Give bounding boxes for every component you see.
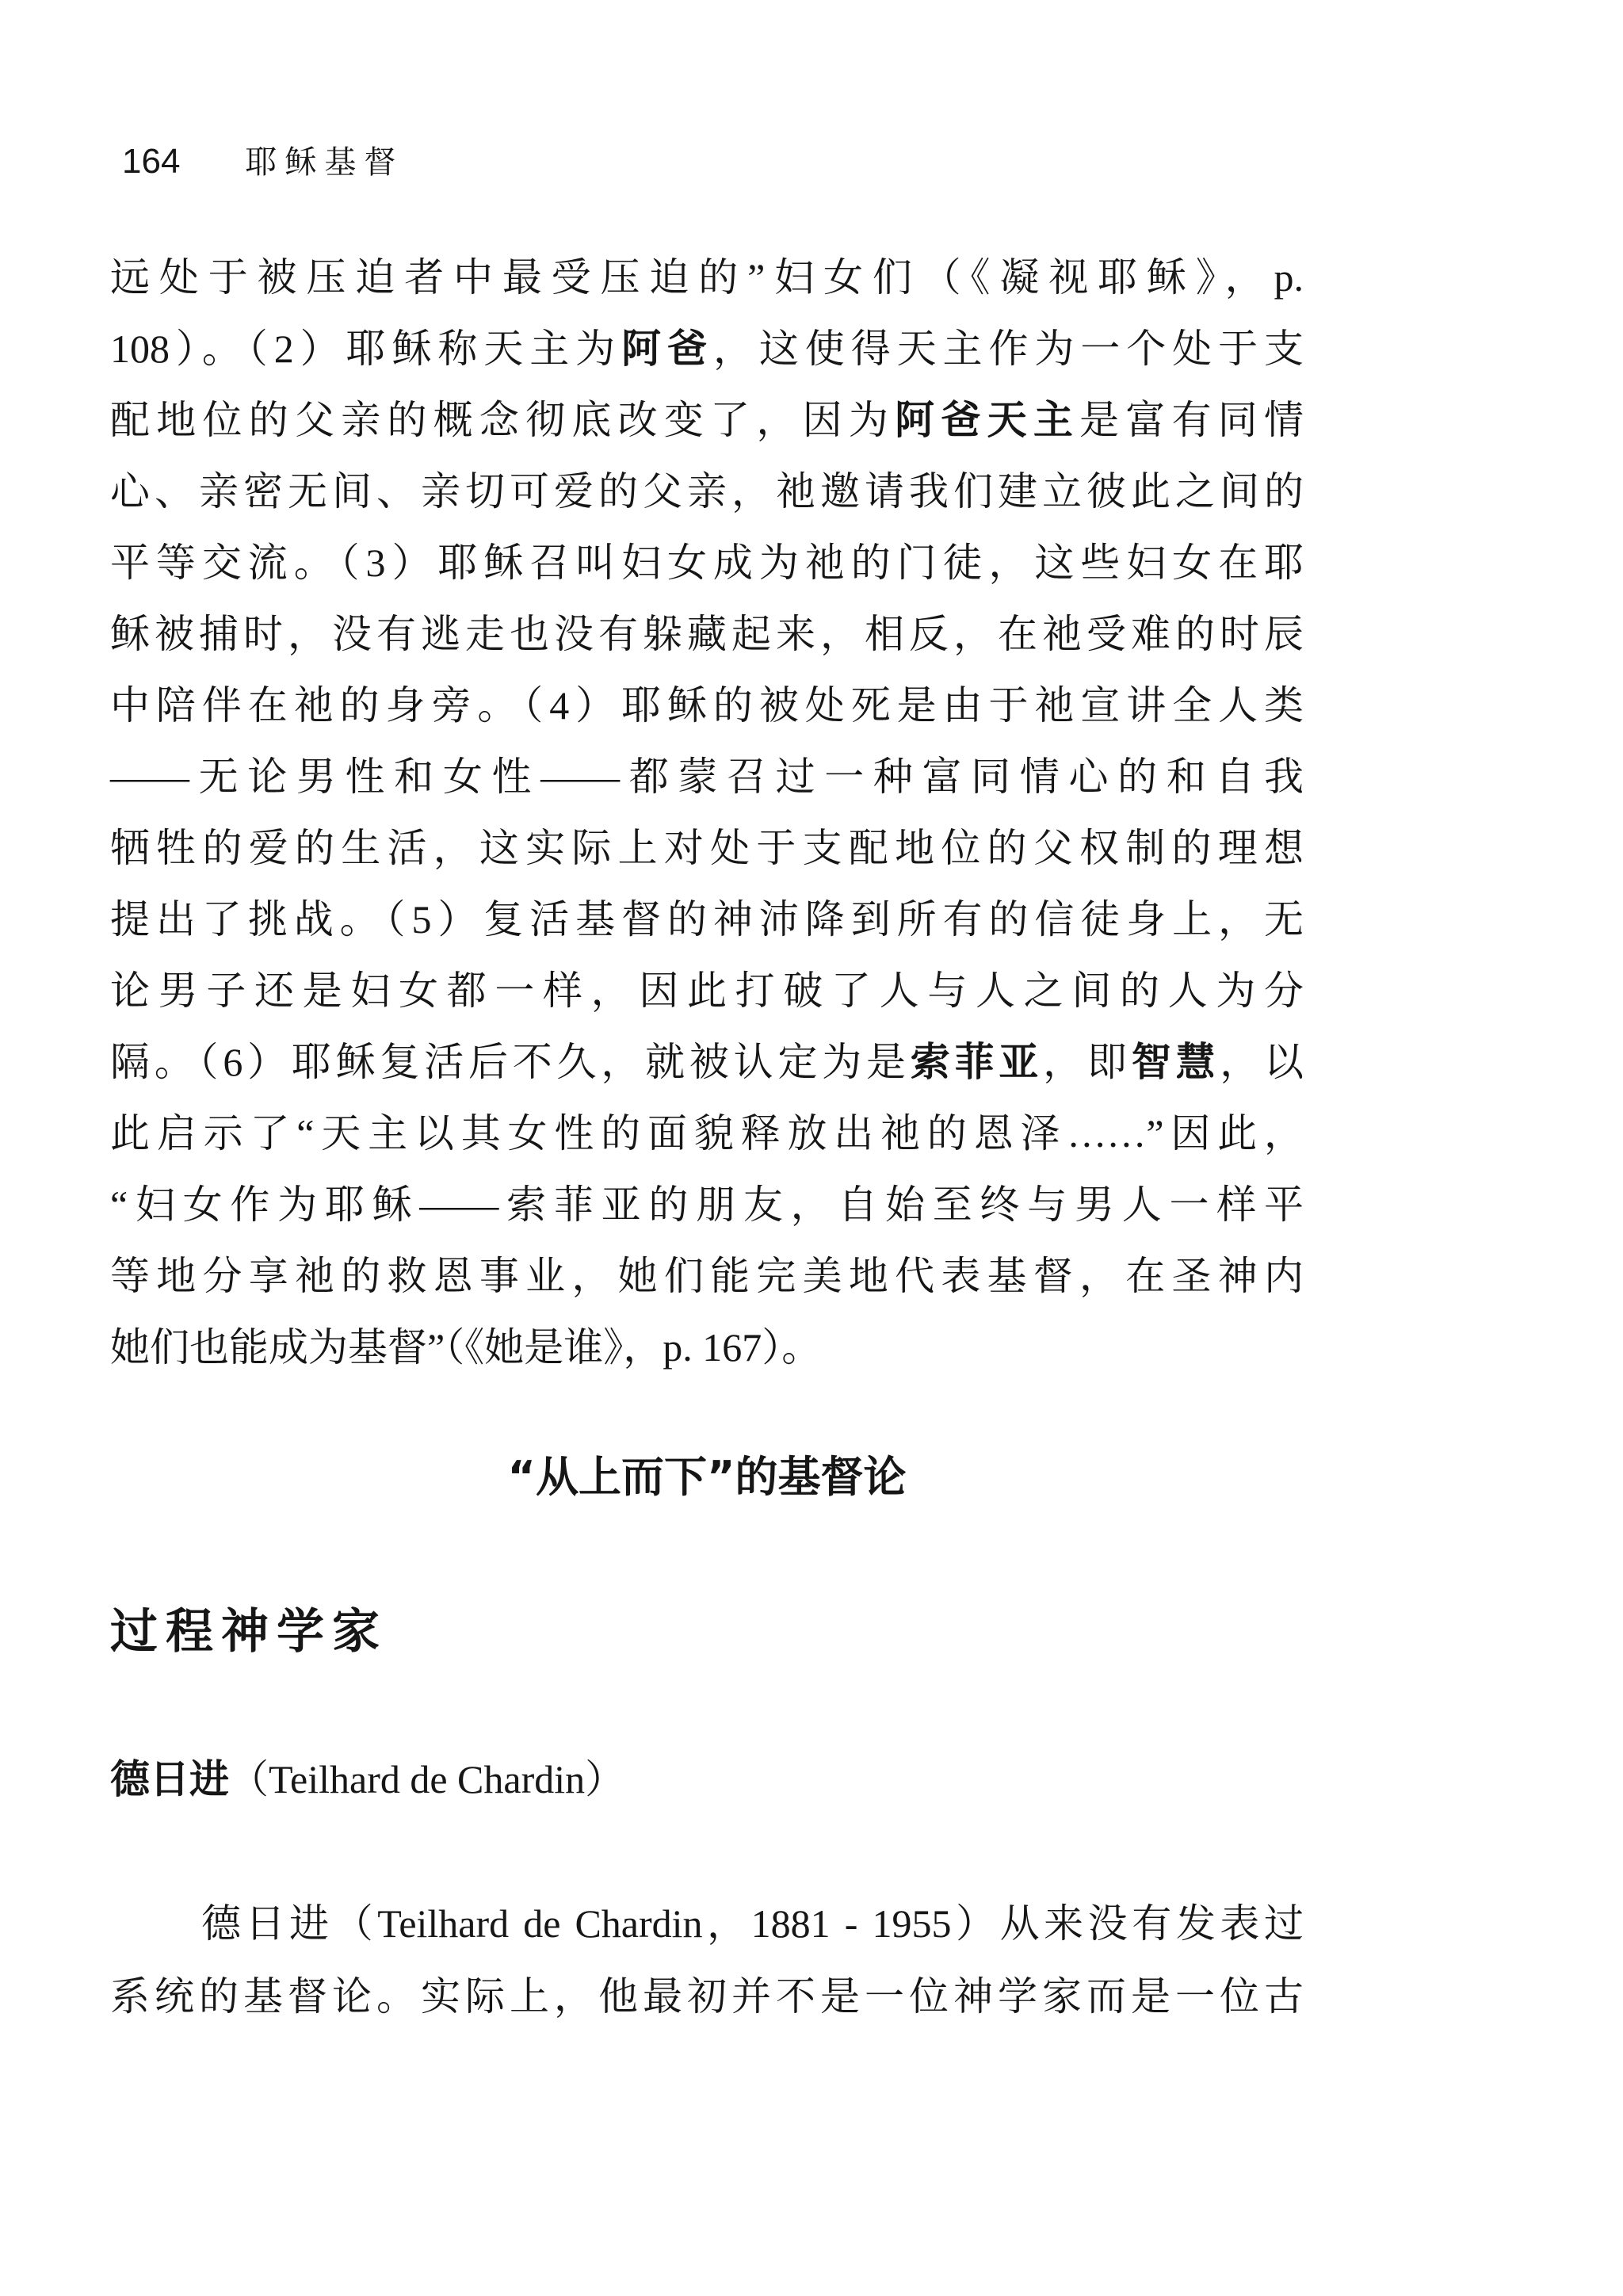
entry-heading: [110, 1748, 624, 1811]
text-run: 配地位的父亲的概念彻底改变了，因为: [110, 398, 896, 442]
text-line: “妇女作为耶稣——索菲亚的朋友，自始至终与男人一样平: [110, 1182, 1304, 1227]
text-line: 等地分享祂的救恩事业，她们能完美地代表基督，在圣神内: [110, 1254, 1304, 1298]
text-line: 牺牲的爱的生活，这实际上对处于支配地位的父权制的理想: [110, 826, 1304, 870]
section-heading: “从上而下”的基督论: [507, 1452, 907, 1502]
text-line: 她们也能成为基督”（《她是谁》，p. 167）。: [110, 1325, 822, 1370]
text-line: 论男子还是妇女都一样，因此打破了人与人之间的人为分: [110, 968, 1304, 1013]
subsection-heading: 过程神学家: [110, 1604, 388, 1660]
text-line: 德日进（Teilhard de Chardin，1881 - 1955）从来没有发表过: [201, 1901, 1304, 1946]
text-line: [110, 1026, 1304, 1098]
text-run: ，即: [1043, 1040, 1132, 1084]
running-title: 耶稣基督: [245, 144, 404, 180]
text-line: 远处于被压迫者中最受压迫的”妇女们（《凝视耶稣》，p.: [110, 255, 1304, 300]
entry-name-chinese: 德日进: [110, 1756, 229, 1802]
text-run: ，这使得天主作为一个处于支: [712, 327, 1304, 371]
page-number: 164: [122, 142, 181, 181]
text-line: [110, 313, 1304, 384]
entry-paragraph: [110, 1887, 1304, 2033]
text-line: ——无论男性和女性——都蒙召过一种富同情心的和自我: [110, 755, 1304, 799]
text-line: 平等交流。（3）耶稣召叫妇女成为祂的门徒，这些妇女在耶: [110, 541, 1304, 585]
text-line: 中陪伴在祂的身旁。（4）耶稣的被处死是由于祂宣讲全人类: [110, 683, 1304, 728]
text-run: 隔。（6）耶稣复活后不久，就被认定为是: [110, 1040, 911, 1084]
body-passage: [110, 242, 1304, 1383]
bold-term: 智慧: [1131, 1039, 1220, 1085]
bold-term: 阿爸: [621, 326, 713, 372]
entry-name-original: （Teilhard de Chardin）: [229, 1757, 625, 1801]
text-line: 系统的基督论。实际上，他最初并不是一位神学家而是一位古: [110, 1974, 1304, 2019]
bold-term: 索菲亚: [910, 1039, 1044, 1085]
text-run: 108）。（2）耶稣称天主为: [110, 327, 622, 371]
text-line: [110, 384, 1304, 456]
text-line: 提出了挑战。（5）复活基督的神沛降到所有的信徒身上，无: [110, 897, 1304, 942]
text-line: 心、亲密无间、亲切可爱的父亲，祂邀请我们建立彼此之间的: [110, 469, 1304, 514]
running-header: [122, 139, 403, 184]
text-run: 是富有同情: [1079, 398, 1304, 442]
text-run: ，以: [1220, 1040, 1304, 1084]
text-line: 此启示了“天主以其女性的面貌释放出祂的恩泽……”因此，: [110, 1111, 1304, 1156]
bold-term: 阿爸天主: [895, 397, 1080, 443]
text-line: 稣被捕时，没有逃走也没有躲藏起来，相反，在祂受难的时辰: [110, 612, 1304, 656]
